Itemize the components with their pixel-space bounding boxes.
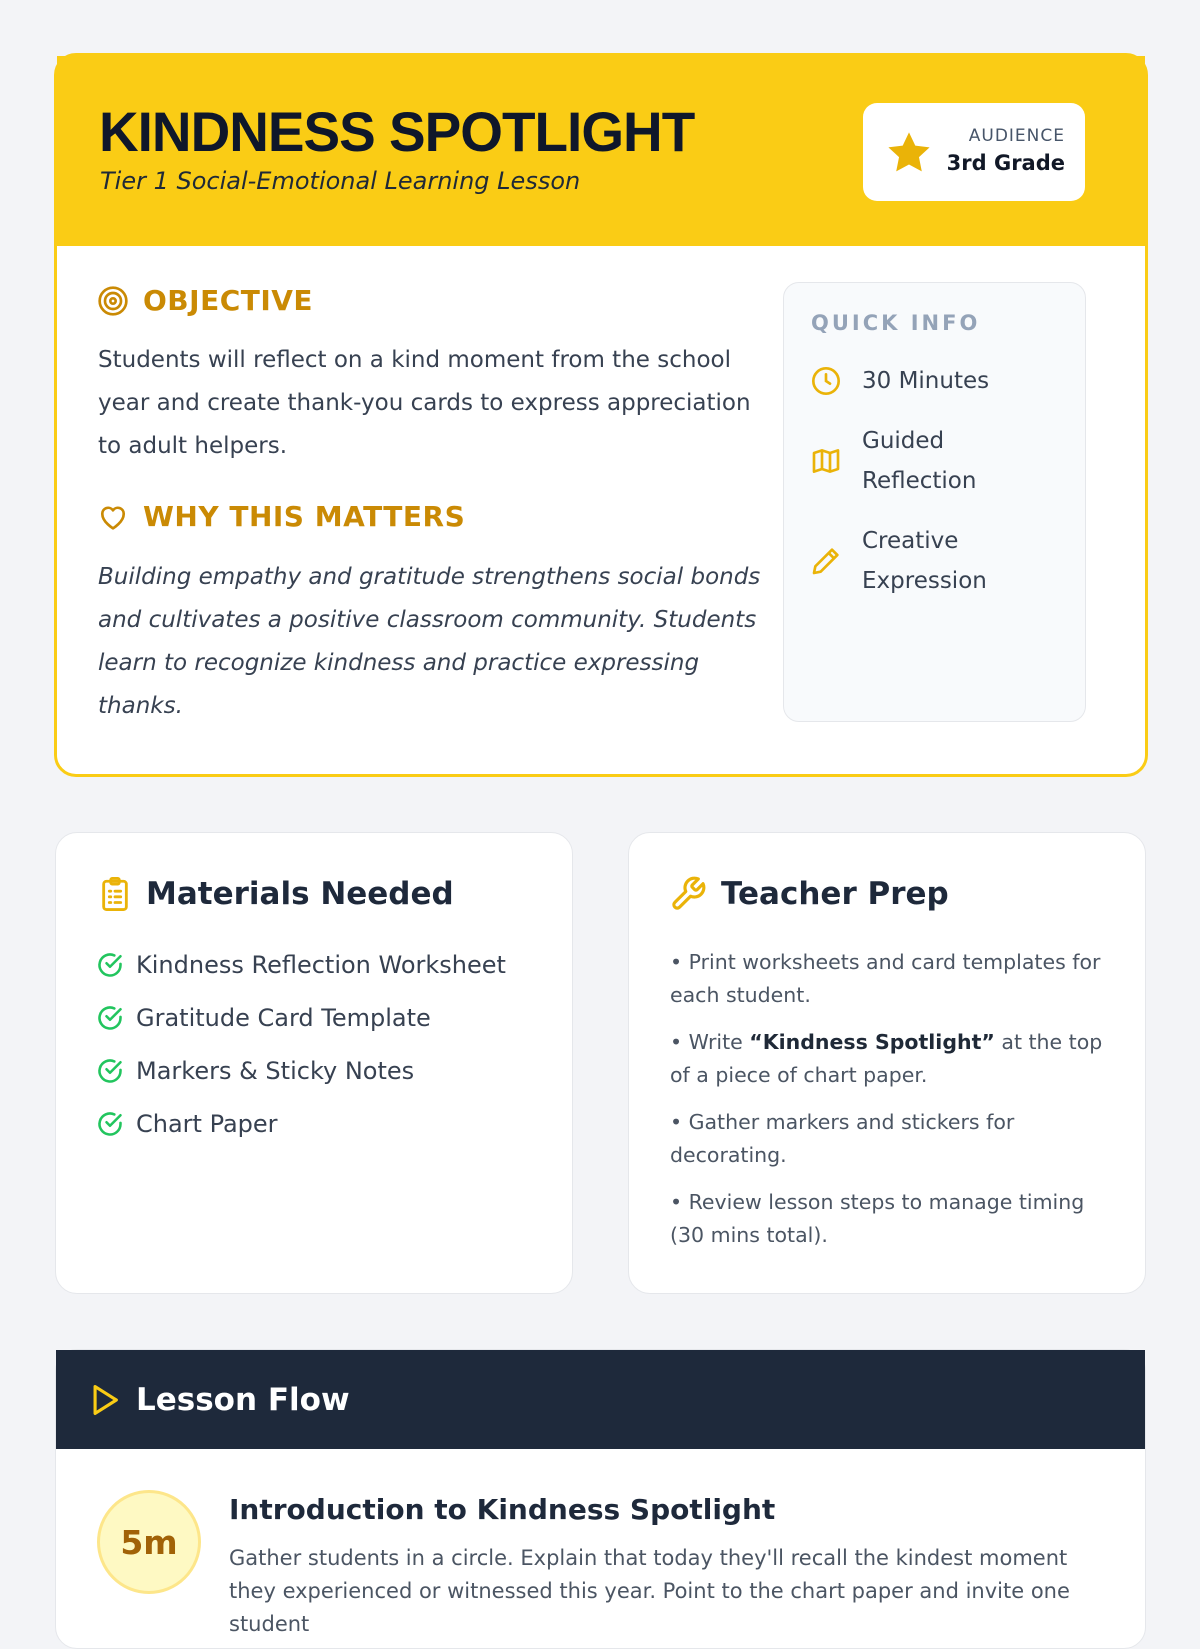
quick-info-panel <box>783 282 1086 722</box>
clipboard-icon <box>98 875 132 913</box>
step-time-badge: 5m <box>97 1490 201 1594</box>
why-text: Building empathy and gratitude strengthens social bonds and cultivates a positive classroom community. Students learn to recognize kindness and practice expressing thanks. <box>98 564 761 719</box>
check-circle-icon <box>96 1057 124 1085</box>
materials-card <box>55 832 573 1294</box>
list-item: • Write “Kindness Spotlight” at the top of a piece of chart paper. <box>670 1030 1103 1087</box>
step-title: Introduction to Kindness Spotlight <box>229 1493 776 1526</box>
target-icon <box>97 285 129 317</box>
list-item: • Review lesson steps to manage timing (30 mins total). <box>670 1190 1085 1247</box>
wrench-icon <box>669 875 707 913</box>
map-icon <box>810 445 842 477</box>
heart-icon <box>97 501 129 533</box>
play-icon <box>88 1381 122 1419</box>
page-title: KINDNESS SPOTLIGHT <box>99 100 695 163</box>
list-item: Gratitude Card Template <box>96 1004 431 1032</box>
list-item: Markers & Sticky Notes <box>96 1057 414 1085</box>
audience-badge <box>863 103 1085 201</box>
teacher-prep-heading: Teacher Prep <box>669 875 949 913</box>
pencil-icon <box>810 545 842 577</box>
check-circle-icon <box>96 1004 124 1032</box>
objective-heading: OBJECTIVE <box>97 284 313 317</box>
objective-text: Students will reflect on a kind moment from the school year and create thank-you cards to express appreciation to adult helpers. <box>98 347 751 459</box>
lesson-header-card <box>54 53 1148 777</box>
why-heading: WHY THIS MATTERS <box>97 500 465 533</box>
quick-info-item: Creative Expression <box>810 521 1030 601</box>
audience-value: 3rd Grade <box>946 151 1065 175</box>
check-circle-icon <box>96 951 124 979</box>
step-description: Gather students in a circle. Explain that today they'll recall the kindest moment they experienced or witnessed this year. Point to the chart paper and invite one student <box>229 1546 1070 1636</box>
list-item: • Print worksheets and card templates for each student. <box>670 950 1101 1007</box>
audience-label: AUDIENCE <box>968 126 1065 146</box>
lesson-flow-header <box>56 1350 1145 1449</box>
page-subtitle: Tier 1 Social-Emotional Learning Lesson <box>100 167 581 195</box>
quick-info-item: 30 Minutes <box>810 361 989 401</box>
list-item: Chart Paper <box>96 1110 278 1138</box>
list-item: • Gather markers and stickers for decorating. <box>670 1110 1015 1167</box>
teacher-prep-card <box>628 832 1146 1294</box>
quick-info-item: Guided Reflection <box>810 421 1010 501</box>
star-icon <box>883 127 935 179</box>
header-banner <box>57 56 1145 246</box>
materials-heading: Materials Needed <box>98 875 454 913</box>
lesson-flow-title: Lesson Flow <box>136 1381 350 1418</box>
clock-icon <box>810 365 842 397</box>
lesson-flow-card <box>55 1349 1146 1649</box>
check-circle-icon <box>96 1110 124 1138</box>
quick-info-title: QUICK INFO <box>811 311 981 335</box>
list-item: Kindness Reflection Worksheet <box>96 951 506 979</box>
